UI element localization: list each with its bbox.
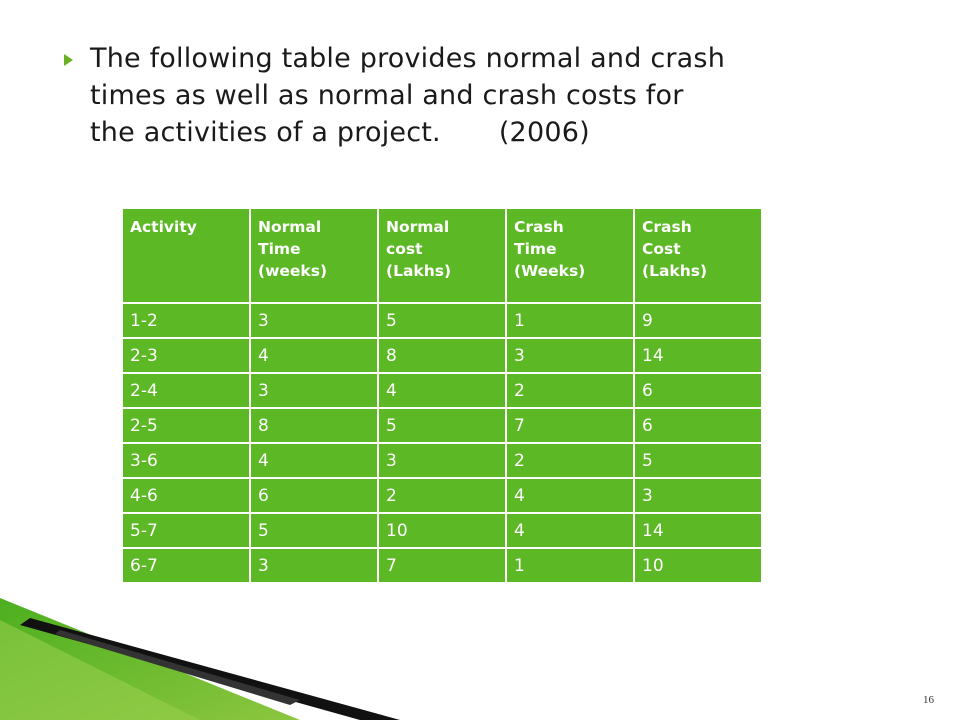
table-cell: 5 [634, 443, 762, 478]
table-row [122, 303, 762, 338]
table-cell: 2 [506, 443, 634, 478]
table-header-cell [634, 208, 762, 303]
decor-dark-stripe-2 [55, 630, 300, 705]
decor-green-wedge [0, 598, 300, 720]
header-line: Activity [130, 218, 197, 236]
slide-number: 16 [923, 694, 934, 706]
header-line: (Weeks) [514, 262, 586, 280]
table-header-row [122, 208, 762, 303]
table-row [122, 478, 762, 513]
header-line: Normal [386, 218, 450, 236]
table-cell: 9 [634, 303, 762, 338]
table-cell: 4 [250, 443, 378, 478]
header-line: Crash [642, 218, 692, 236]
table-cell: 14 [634, 513, 762, 548]
table-cell: 2 [506, 373, 634, 408]
table-cell: 4 [378, 373, 506, 408]
table-cell: 6 [634, 408, 762, 443]
table-cell: 2-5 [122, 408, 250, 443]
table-row [122, 373, 762, 408]
table-cell: 3 [634, 478, 762, 513]
decor-dark-stripe [20, 618, 400, 720]
table-header-cell [378, 208, 506, 303]
table-row [122, 443, 762, 478]
table-header-cell [122, 208, 250, 303]
table-row [122, 513, 762, 548]
header-line: Cost [642, 240, 681, 258]
bullet-arrow-icon [64, 54, 73, 66]
table-cell: 8 [250, 408, 378, 443]
bullet-block [64, 40, 924, 151]
table-cell: 3-6 [122, 443, 250, 478]
table-cell: 2 [378, 478, 506, 513]
table-cell: 5 [250, 513, 378, 548]
header-line: Time [258, 240, 301, 258]
table-header-cell [506, 208, 634, 303]
bullet-line-3-text: the activities of a project. [90, 117, 441, 148]
header-line: (Lakhs) [386, 262, 452, 280]
bullet-text [90, 40, 924, 151]
table-cell: 8 [378, 338, 506, 373]
table-header-cell [250, 208, 378, 303]
table-cell: 5 [378, 408, 506, 443]
table-row [122, 338, 762, 373]
table-cell: 10 [634, 548, 762, 583]
table-cell: 3 [378, 443, 506, 478]
table-cell: 10 [378, 513, 506, 548]
table-cell: 5 [378, 303, 506, 338]
table-cell: 5-7 [122, 513, 250, 548]
table-cell: 6 [250, 478, 378, 513]
table-cell: 6-7 [122, 548, 250, 583]
table-cell: 4-6 [122, 478, 250, 513]
table-cell: 7 [378, 548, 506, 583]
header-line: Crash [514, 218, 564, 236]
table-cell: 4 [250, 338, 378, 373]
table-cell: 3 [250, 373, 378, 408]
decor-green-wedge-light [0, 620, 200, 720]
bullet-line-1: The following table provides normal and crash [90, 43, 726, 74]
header-line: cost [386, 240, 423, 258]
table-cell: 4 [506, 513, 634, 548]
header-line: Normal [258, 218, 322, 236]
table-cell: 2-4 [122, 373, 250, 408]
table-cell: 3 [506, 338, 634, 373]
crash-cost-table [121, 207, 763, 584]
bullet-line-2: times as well as normal and crash costs for [90, 80, 684, 111]
table-cell: 6 [634, 373, 762, 408]
header-line: (Lakhs) [642, 262, 708, 280]
table-cell: 1-2 [122, 303, 250, 338]
table-cell: 7 [506, 408, 634, 443]
table-row [122, 548, 762, 583]
header-line: (weeks) [258, 262, 328, 280]
table-cell: 3 [250, 303, 378, 338]
table-cell: 4 [506, 478, 634, 513]
table-cell: 3 [250, 548, 378, 583]
table-cell: 2-3 [122, 338, 250, 373]
bullet-year: (2006) [498, 117, 590, 148]
table-cell: 14 [634, 338, 762, 373]
table-cell: 1 [506, 548, 634, 583]
header-line: Time [514, 240, 557, 258]
table-row [122, 408, 762, 443]
table-body [122, 303, 762, 583]
bullet-line-3 [90, 114, 924, 151]
table-cell: 1 [506, 303, 634, 338]
